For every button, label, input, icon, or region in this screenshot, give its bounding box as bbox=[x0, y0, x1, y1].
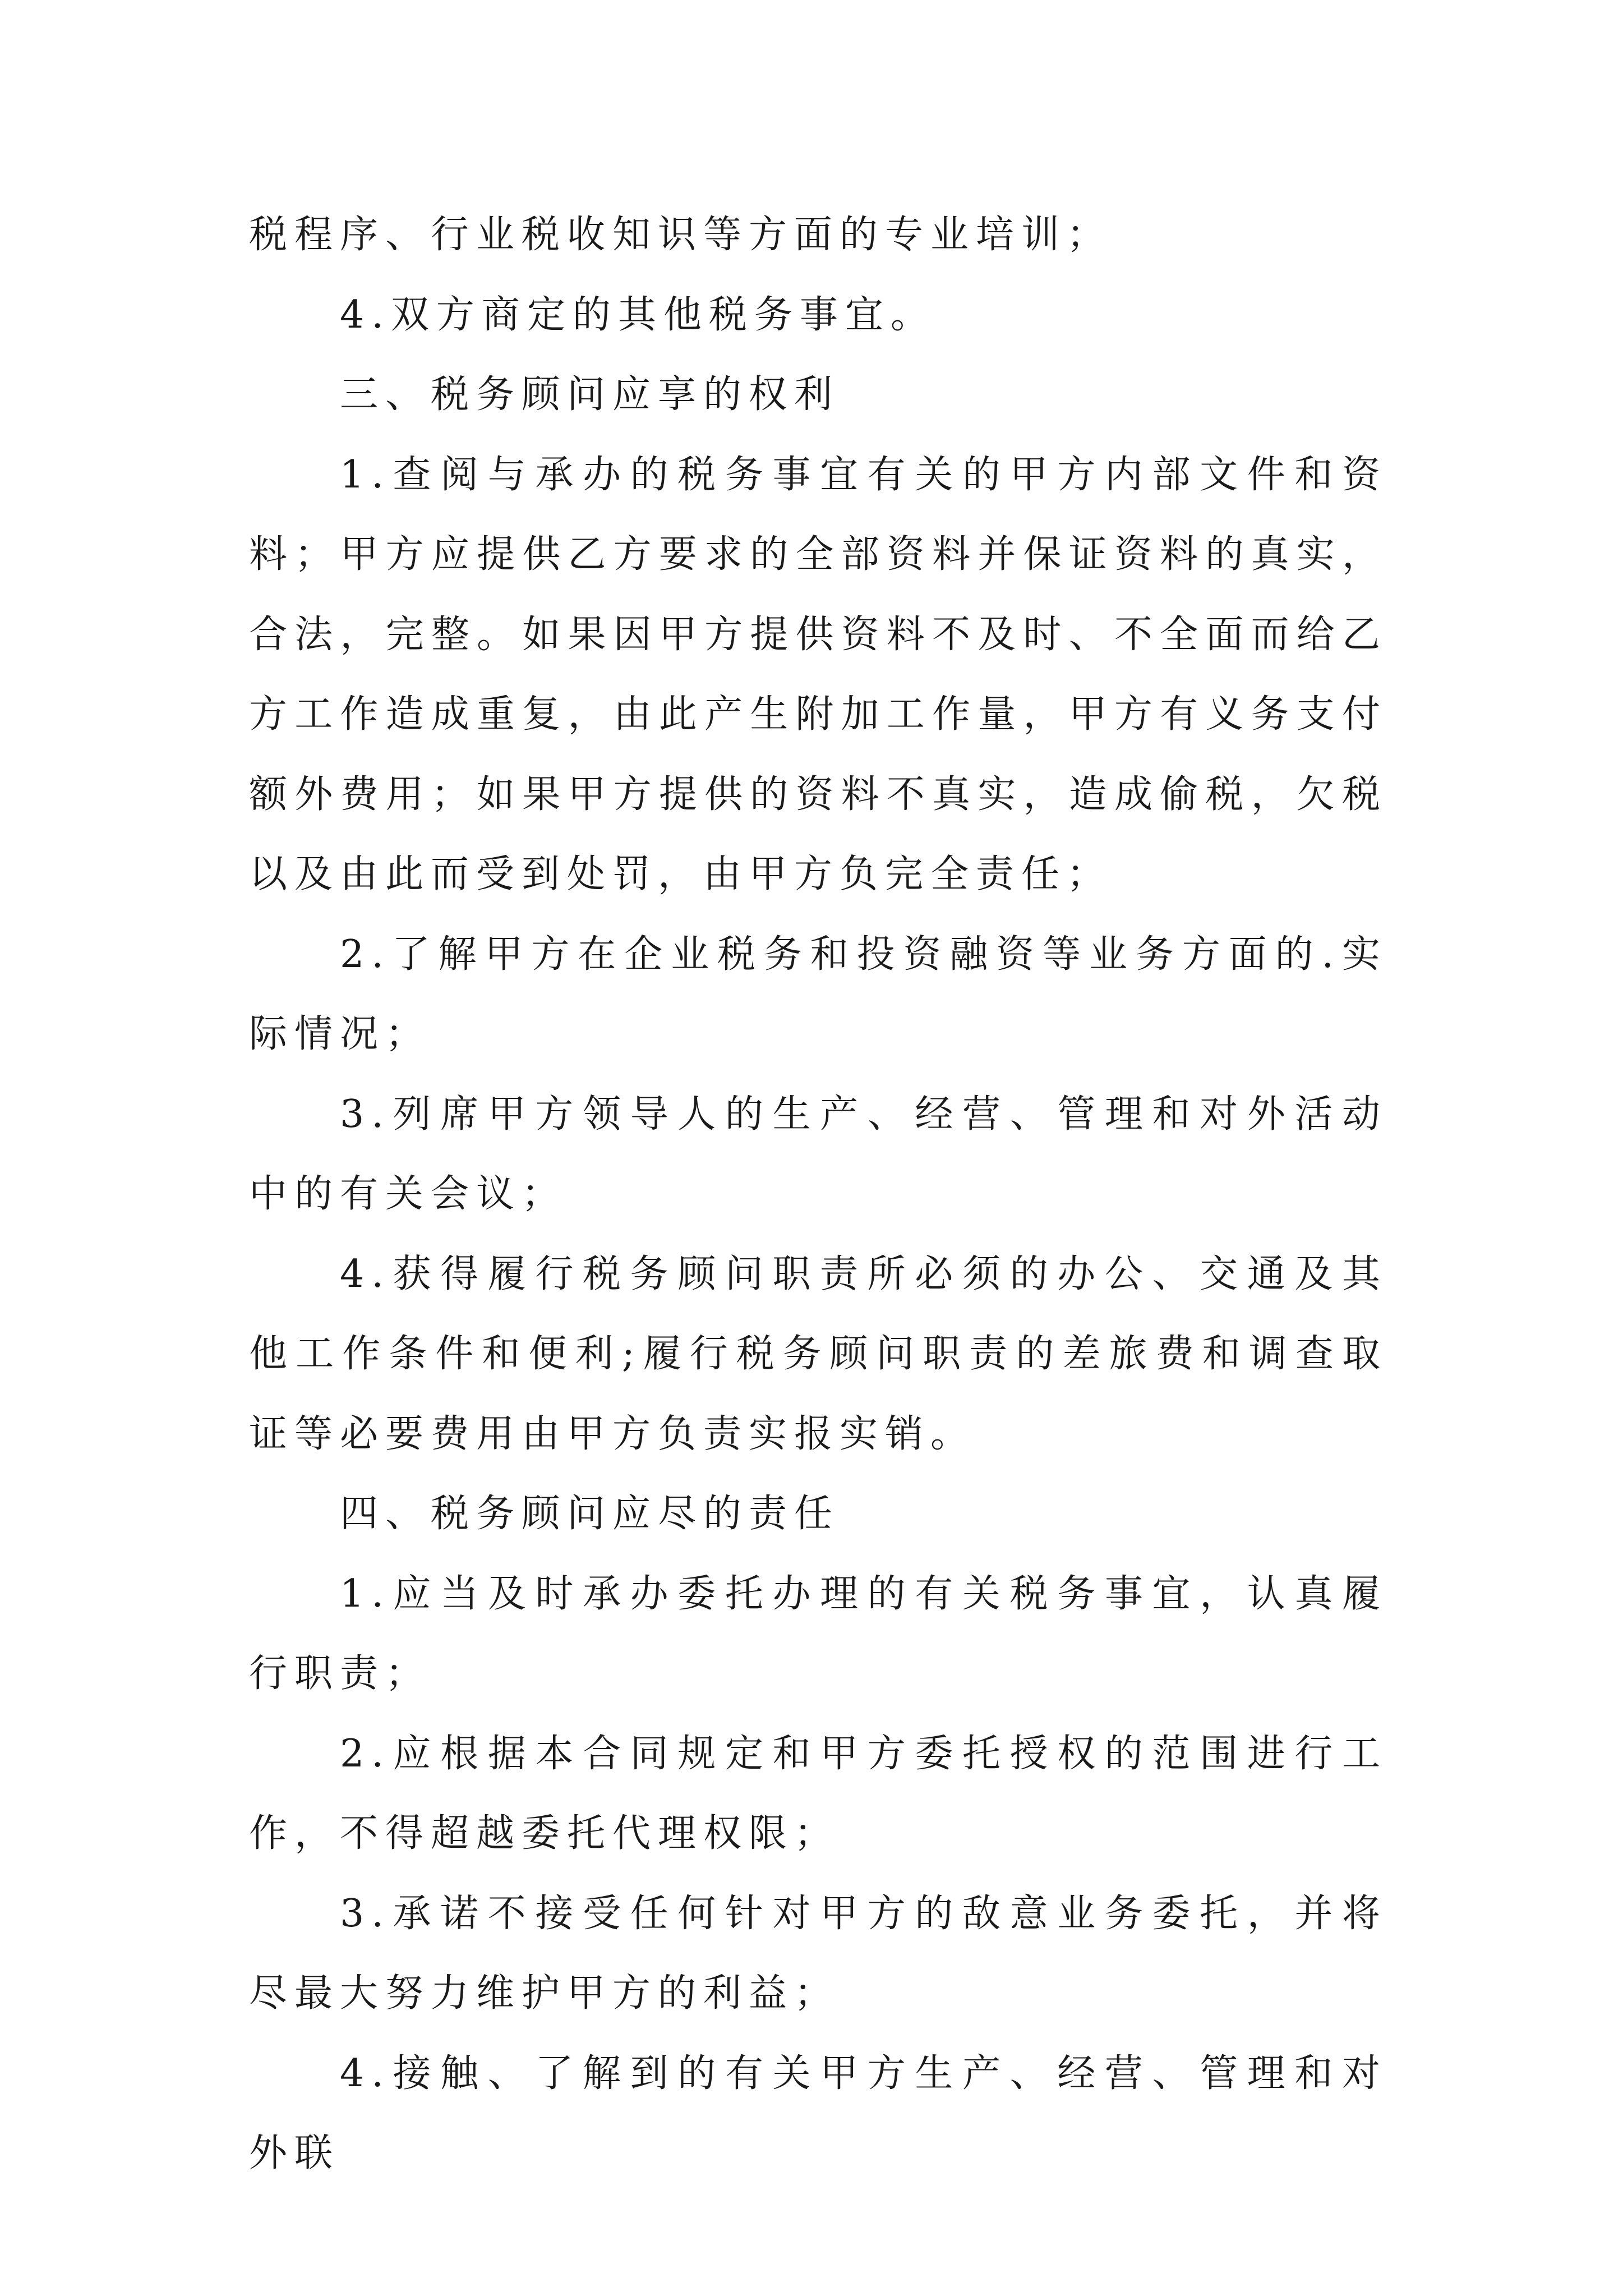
paragraph-responsibilities-item-4: 4.接触、了解到的有关甲方生产、经营、管理和对外联 bbox=[249, 2051, 1387, 2175]
paragraph-item-4-other-matters: 4.双方商定的其他税务事宜。 bbox=[340, 292, 936, 337]
paragraph-responsibilities-item-3: 3.承诺不接受任何针对甲方的敌意业务委托，并将尽最大努力维护甲方的利益； bbox=[249, 1891, 1387, 2016]
paragraph-responsibilities-item-2: 2.应根据本合同规定和甲方委托授权的范围进行工作，不得超越委托代理权限； bbox=[249, 1731, 1387, 1856]
paragraph-rights-item-2: 2.了解甲方在企业税务和投资融资等业务方面的.实际情况； bbox=[249, 932, 1387, 1056]
paragraph-rights-item-3: 3.列席甲方领导人的生产、经营、管理和对外活动中的有关会议； bbox=[249, 1092, 1387, 1216]
document-body bbox=[249, 195, 1387, 2194]
paragraph-rights-item-1: 1.查阅与承办的税务事宜有关的甲方内部文件和资料；甲方应提供乙方要求的全部资料并保证资料的真实，合法，完整。如果因甲方提供资料不及时、不全面而给乙方工作造成重复，由此产生附加工作量，甲方有义务支付额外费用；如果甲方提供的资料不真实，造成偷税，欠税以及由此而受到处罚，由甲方负完全责任； bbox=[249, 452, 1387, 896]
paragraph-responsibilities-item-1: 1.应当及时承办委托办理的有关税务事宜，认真履行职责； bbox=[249, 1571, 1387, 1696]
section-heading-rights: 三、税务顾问应享的权利 bbox=[340, 372, 840, 417]
paragraph-rights-item-4: 4.获得履行税务顾问职责所必须的办公、交通及其他工作条件和便利;履行税务顾问职责的差旅费和调查取证等必要费用由甲方负责实报实销。 bbox=[249, 1251, 1387, 1456]
paragraph-training-continuation: 税程序、行业税收知识等方面的专业培训； bbox=[249, 213, 1113, 257]
section-heading-responsibilities: 四、税务顾问应尽的责任 bbox=[340, 1492, 840, 1536]
